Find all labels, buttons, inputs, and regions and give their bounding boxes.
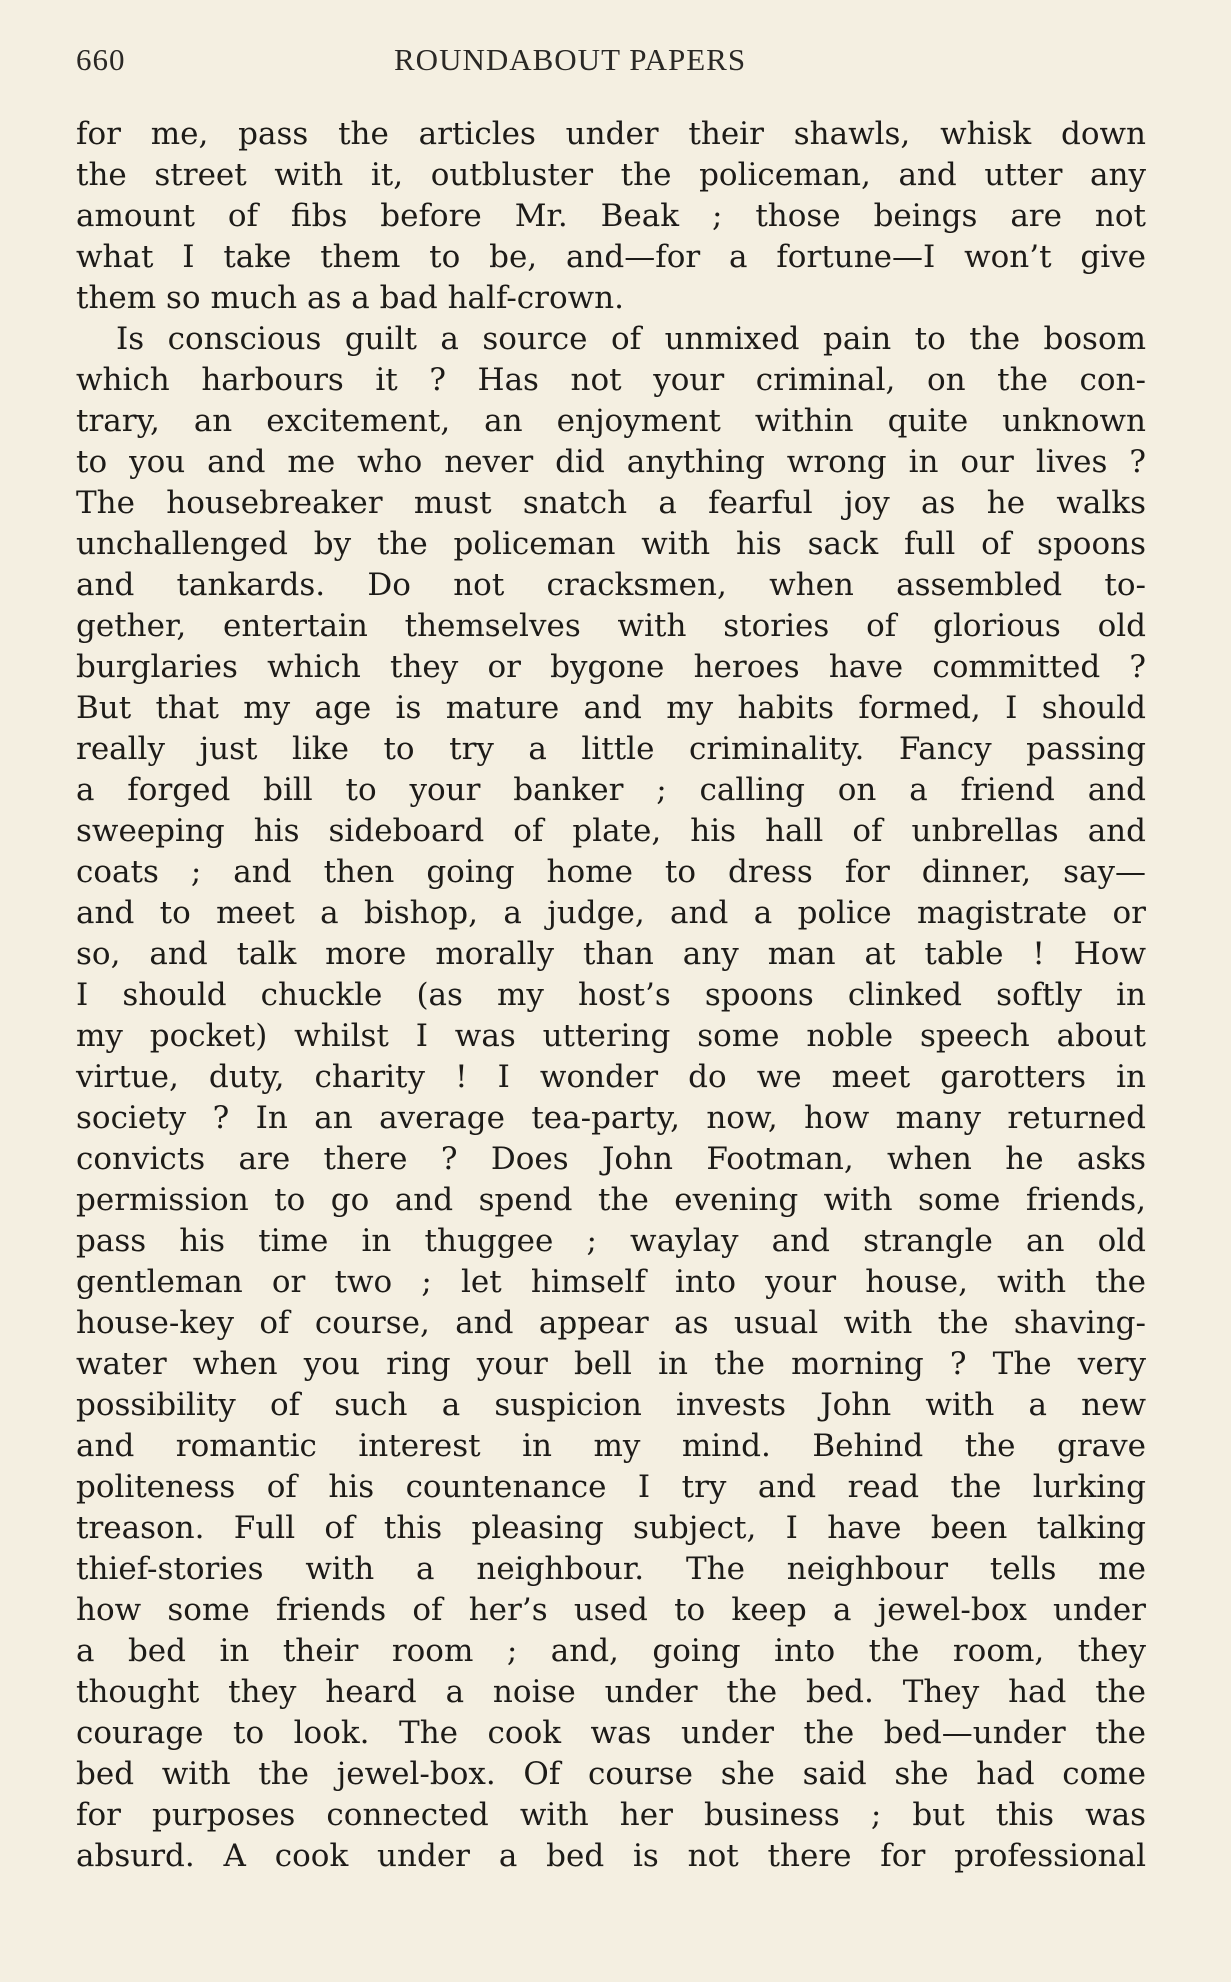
text-line: house-key of course, and appear as usual with the shaving- xyxy=(76,1305,1146,1341)
text-line: treason. Full of this pleasing subject, I have been talking xyxy=(76,1510,1146,1546)
text-line: sweeping his sideboard of plate, his hall of unbrellas and xyxy=(76,813,1146,849)
text-line: Is conscious guilt a source of unmixed pain to the bosom xyxy=(116,321,1146,357)
text-line: and romantic interest in my mind. Behind the grave xyxy=(76,1428,1146,1464)
text-line: But that my age is mature and my habits formed, I should xyxy=(76,690,1146,726)
text-line: them so much as a bad half-crown. xyxy=(76,280,624,316)
text-line: and tankards. Do not cracksmen, when assembled to- xyxy=(76,567,1146,603)
text-line: unchallenged by the policeman with his sack full of spoons xyxy=(76,526,1146,562)
text-line: amount of fibs before Mr. Beak ; those beings are not xyxy=(76,198,1146,234)
text-line: gether, entertain themselves with stories of glorious old xyxy=(76,608,1146,644)
text-line: I should chuckle (as my host’s spoons clinked softly in xyxy=(76,977,1146,1013)
running-head: ROUNDABOUT PAPERS xyxy=(394,42,747,77)
text-line: for purposes connected with her business ; but this was xyxy=(76,1797,1146,1833)
text-line: a forged bill to your banker ; calling on a friend and xyxy=(76,772,1146,808)
text-line: what I take them to be, and—for a fortune—I won’t give xyxy=(76,239,1146,275)
text-line: gentleman or two ; let himself into your house, with the xyxy=(76,1264,1146,1300)
text-line: how some friends of her’s used to keep a jewel-box under xyxy=(76,1592,1146,1628)
text-line: absurd. A cook under a bed is not there for professional xyxy=(76,1838,1146,1874)
text-line: trary, an excitement, an enjoyment within quite unknown xyxy=(76,403,1146,439)
text-line: which harbours it ? Has not your criminal, on the con- xyxy=(76,362,1146,398)
text-line: convicts are there ? Does John Footman, when he asks xyxy=(76,1141,1146,1177)
text-line: thought they heard a noise under the bed. They had the xyxy=(76,1674,1146,1710)
text-line: to you and me who never did anything wrong in our lives ? xyxy=(76,444,1146,480)
text-line: The housebreaker must snatch a fearful joy as he walks xyxy=(76,485,1146,521)
body-text xyxy=(76,114,1146,1877)
text-line: my pocket) whilst I was uttering some noble speech about xyxy=(76,1018,1146,1054)
page-number: 660 xyxy=(76,42,126,77)
text-line: permission to go and spend the evening with some friends, xyxy=(76,1182,1146,1218)
text-line: the street with it, outbluster the policeman, and utter any xyxy=(76,157,1146,193)
text-line: and to meet a bishop, a judge, and a police magistrate or xyxy=(76,895,1146,931)
text-line: water when you ring your bell in the morning ? The very xyxy=(76,1346,1146,1382)
text-line: virtue, duty, charity ! I wonder do we meet garotters in xyxy=(76,1059,1146,1095)
text-line: really just like to try a little criminality. Fancy passing xyxy=(76,731,1146,767)
text-line: coats ; and then going home to dress for dinner, say— xyxy=(76,854,1146,890)
text-line: burglaries which they or bygone heroes have committed ? xyxy=(76,649,1146,685)
text-line: possibility of such a suspicion invests John with a new xyxy=(76,1387,1146,1423)
text-line: so, and talk more morally than any man at table ! How xyxy=(76,936,1146,972)
text-line: a bed in their room ; and, going into the room, they xyxy=(76,1633,1146,1669)
text-line: politeness of his countenance I try and read the lurking xyxy=(76,1469,1146,1505)
text-line: courage to look. The cook was under the bed—under the xyxy=(76,1715,1146,1751)
text-line: thief-stories with a neighbour. The neighbour tells me xyxy=(76,1551,1146,1587)
text-line: bed with the jewel-box. Of course she said she had come xyxy=(76,1756,1146,1792)
page-header xyxy=(76,42,1146,82)
text-line: pass his time in thuggee ; waylay and strangle an old xyxy=(76,1223,1146,1259)
text-line: for me, pass the articles under their shawls, whisk down xyxy=(76,116,1146,152)
text-line: society ? In an average tea-party, now, how many returned xyxy=(76,1100,1146,1136)
